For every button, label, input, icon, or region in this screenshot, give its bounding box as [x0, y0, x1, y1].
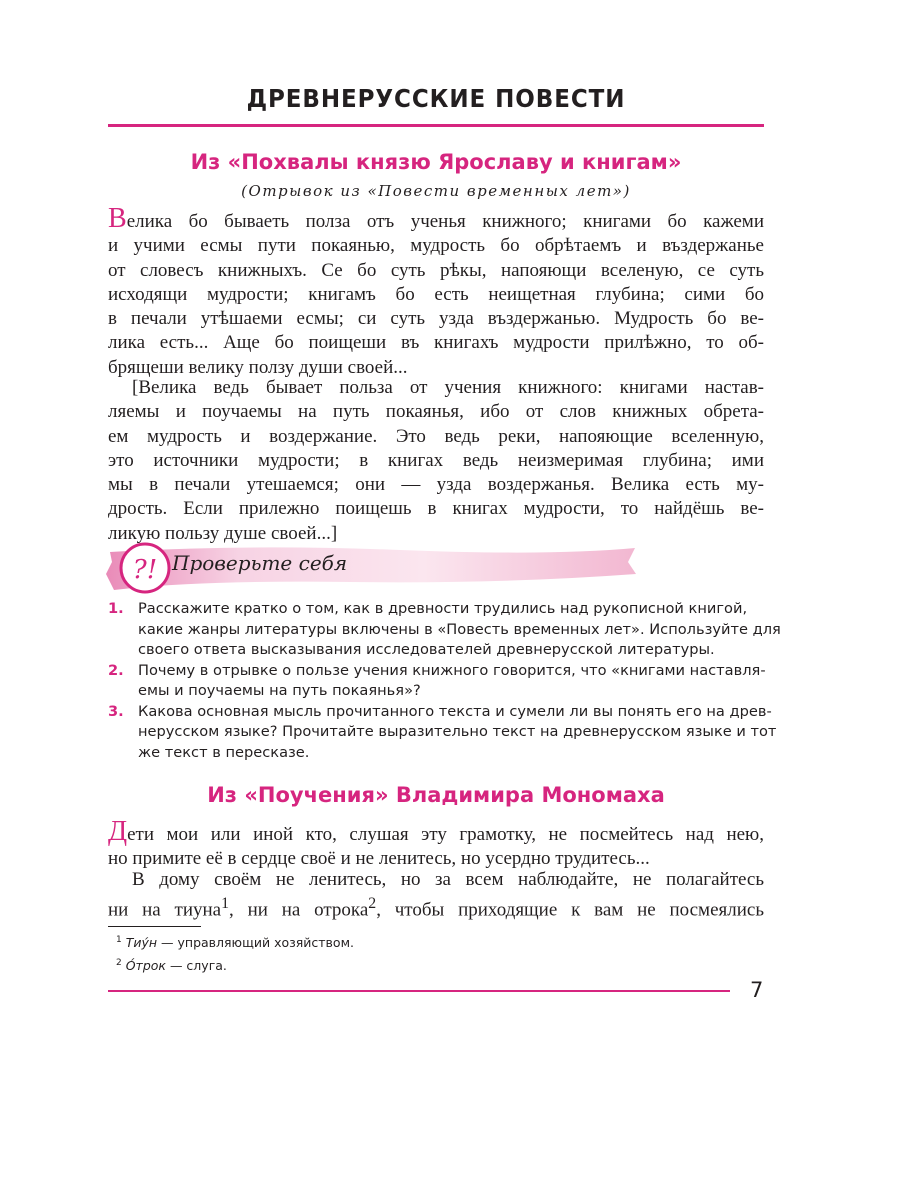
excerpt1-title: Из «Похвалы князю Ярославу и книгам» [190, 150, 682, 174]
question-line: емы и поучаемы на путь покаянья»? [138, 682, 421, 699]
footnote: $^2$ О́трок — слуга. [116, 958, 227, 974]
text-line: и учими есмы пути покаянью, мудрость бо обрѣтаемъ и въздержанье [108, 235, 764, 257]
check-yourself-title: Проверьте себя [172, 551, 348, 575]
question-line: какие жанры литературы включены в «Повесть временных лет». Используйте для [138, 620, 781, 638]
text-line: В дому своём не ленитесь, но за всем наблюдайте, не полагайтесь [132, 869, 764, 890]
question-line: Почему в отрывке о пользе учения книжного говорится, что «книгами наставля- [138, 661, 766, 679]
icon-glyph: ?! [132, 555, 158, 585]
question-item [108, 661, 764, 702]
question-line: Расскажите кратко о том, как в древности трудились над рукописной книгой, [138, 600, 748, 617]
footnote-ref: 1 [221, 895, 230, 913]
old-russian-text [108, 203, 764, 380]
section-title: ДРЕВНЕРУССКИЕ ПОВЕСТИ [246, 84, 626, 113]
text-line: исходящи мудрости; книгамъ бо есть неищетная глубина; сими бо [108, 283, 764, 305]
top-rule [108, 124, 764, 127]
text-line: ни на тиуна$^1$, ни на отрока$^2$, чтобы приходящие к вам не посмеялись [108, 895, 764, 921]
text-line: дрость. Если прилежно поищешь в книгах мудрости, то найдёшь ве- [108, 498, 764, 520]
drop-cap: Д [108, 816, 128, 847]
question-number: 2. [108, 661, 124, 679]
text-line: но примите её в сердце своё и не ленитесь, но усердно трудитесь... [108, 848, 650, 870]
drop-cap: В [108, 203, 127, 234]
text-line: брящеши велику ползу души своей... [108, 356, 408, 378]
bottom-rule [108, 990, 730, 992]
question-item [108, 599, 781, 661]
excerpt2-title: Из «Поучения» Владимира Мономаха [207, 783, 665, 807]
modern-translation [108, 376, 764, 546]
text-line: Велика бо бываеть полза отъ ученья книжного; книгами бо кажеми [108, 203, 764, 234]
monomakh-text [108, 816, 764, 872]
question-line: нерусском языке? Прочитайте выразительно текст на древнерусском языке и тот [138, 723, 777, 740]
text-line: Дети мои или иной кто, слушая эту грамотку, не посмейтесь над нею, [108, 816, 764, 847]
footnotes [116, 930, 354, 976]
monomakh-text-2 [108, 868, 764, 923]
text-line: [Велика ведь бывает польза от учения книжного: книгами настав- [132, 377, 764, 398]
question-list [108, 599, 781, 763]
question-line: своего ответа высказывания исследователей древнерусской литературы. [138, 641, 715, 658]
question-line: же текст в пересказе. [138, 743, 310, 761]
question-number: 1. [108, 600, 124, 617]
footnote-rule [108, 926, 201, 927]
question-number: 3. [108, 702, 124, 720]
footnote-ref: 2 [368, 895, 377, 913]
text-line: лика есть... Аще бо поищеши въ книгахъ мудрости прилѣжно, то об- [108, 332, 764, 354]
footnote: $^1$ Тиу́н — управляющий хозяйством. [116, 935, 354, 951]
text-line: ем мудрость и воздержание. Это ведь реки, напояющие вселенную, [108, 425, 764, 447]
question-line: Какова основная мысль прочитанного текста и сумели ли вы понять его на древ- [138, 702, 772, 720]
text-line: это источники мудрости; в книгах ведь неизмеримая глубина; ими [108, 449, 764, 471]
text-line: мы в печали утешаемся; они — узда воздержанья. Велика есть му- [108, 474, 764, 496]
question-item [108, 702, 777, 764]
page-number: 7 [750, 978, 764, 1002]
text-line: ликую пользу душе своей...] [108, 522, 338, 544]
text-line: от словесъ книжныхъ. Се бо суть рѣкы, напояющи вселеную, се суть [108, 259, 764, 281]
text-line: в печали утѣшаеми есмы; си суть узда въздержанью. Мудрость бо ве- [108, 308, 764, 330]
text-line: ляемы и поучаемы на путь покаянья, ибо от слов книжных обрета- [108, 401, 764, 423]
excerpt1-note: (Отрывок из «Повести временных лет») [241, 182, 631, 200]
